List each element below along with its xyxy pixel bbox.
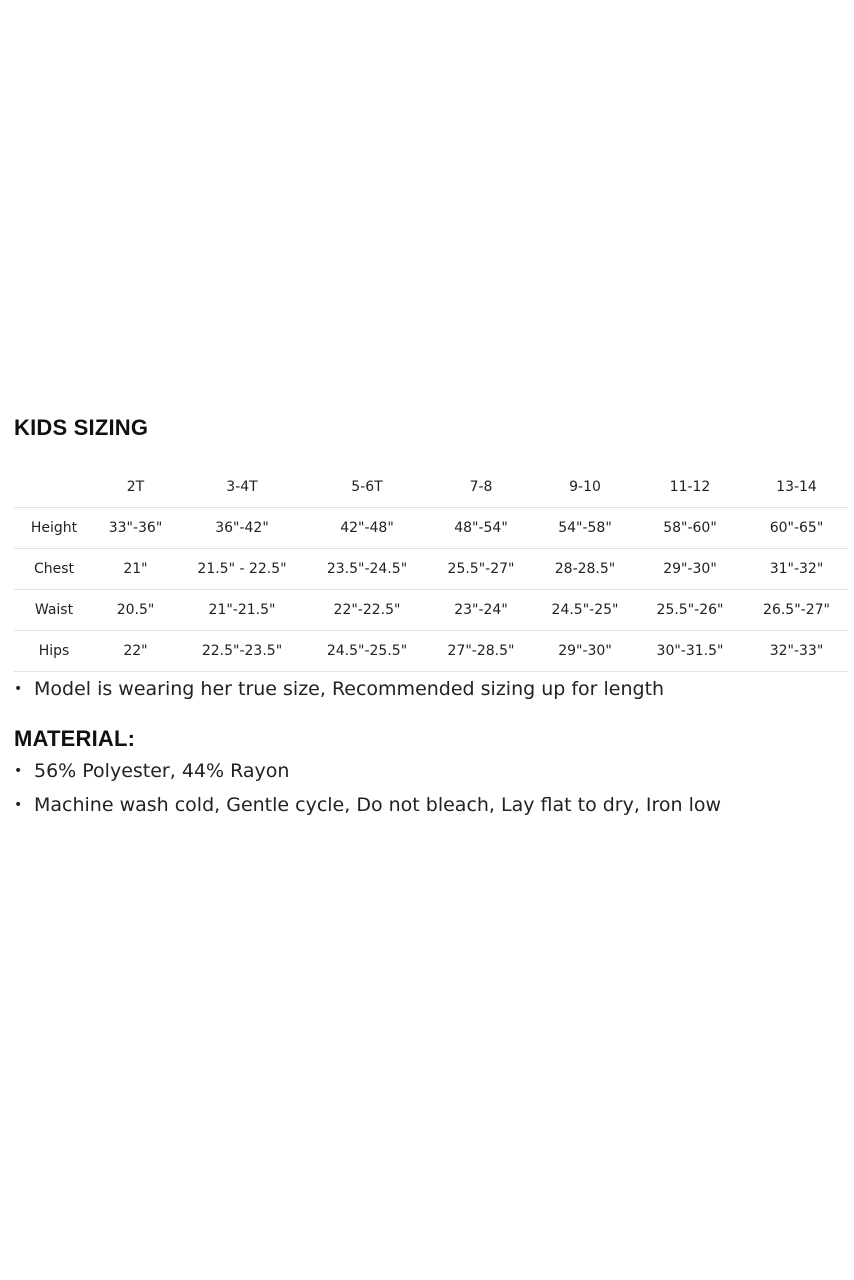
header-cell-corner (14, 467, 94, 508)
table-cell: 29"-30" (635, 549, 745, 590)
table-cell: 23.5"-24.5" (307, 549, 427, 590)
table-cell: 20.5" (94, 590, 177, 631)
fit-notes-list (14, 672, 848, 706)
table-cell: 22.5"-23.5" (177, 631, 307, 672)
row-label-height: Height (14, 508, 94, 549)
header-cell-size: 7-8 (427, 467, 535, 508)
table-cell: 21"-21.5" (177, 590, 307, 631)
table-row (14, 590, 848, 631)
table-cell: 21" (94, 549, 177, 590)
list-item (14, 754, 848, 788)
table-cell: 28-28.5" (535, 549, 635, 590)
table-cell: 22"-22.5" (307, 590, 427, 631)
table-cell: 31"-32" (745, 549, 848, 590)
table-cell: 33"-36" (94, 508, 177, 549)
row-label-chest: Chest (14, 549, 94, 590)
table-cell: 29"-30" (535, 631, 635, 672)
material-title: MATERIAL: (14, 726, 136, 751)
size-chart-table (14, 467, 848, 672)
table-cell: 24.5"-25" (535, 590, 635, 631)
table-cell: 32"-33" (745, 631, 848, 672)
table-cell: 25.5"-26" (635, 590, 745, 631)
size-header-row (14, 467, 848, 508)
table-cell: 21.5" - 22.5" (177, 549, 307, 590)
table-cell: 27"-28.5" (427, 631, 535, 672)
table-cell: 22" (94, 631, 177, 672)
table-cell: 26.5"-27" (745, 590, 848, 631)
table-row (14, 631, 848, 672)
kids-sizing-title: KIDS SIZING (14, 415, 149, 440)
bullet-icon: • (14, 763, 23, 779)
material-composition-text: 56% Polyester, 44% Rayon (34, 760, 290, 782)
material-list (14, 754, 848, 822)
care-instructions-text: Machine wash cold, Gentle cycle, Do not bleach, Lay flat to dry, Iron low (34, 794, 722, 816)
table-row (14, 508, 848, 549)
header-cell-size: 9-10 (535, 467, 635, 508)
row-label-waist: Waist (14, 590, 94, 631)
table-row (14, 549, 848, 590)
product-details (14, 413, 848, 822)
header-cell-size: 11-12 (635, 467, 745, 508)
header-cell-size: 5-6T (307, 467, 427, 508)
table-cell: 30"-31.5" (635, 631, 745, 672)
table-cell: 36"-42" (177, 508, 307, 549)
fit-note-text: Model is wearing her true size, Recommended sizing up for length (34, 678, 665, 700)
table-cell: 54"-58" (535, 508, 635, 549)
header-cell-size: 2T (94, 467, 177, 508)
table-cell: 48"-54" (427, 508, 535, 549)
table-cell: 58"-60" (635, 508, 745, 549)
table-cell: 23"-24" (427, 590, 535, 631)
table-cell: 60"-65" (745, 508, 848, 549)
list-item (14, 672, 848, 706)
table-cell: 24.5"-25.5" (307, 631, 427, 672)
header-cell-size: 3-4T (177, 467, 307, 508)
list-item (14, 788, 848, 822)
table-cell: 25.5"-27" (427, 549, 535, 590)
table-cell: 42"-48" (307, 508, 427, 549)
bullet-icon: • (14, 797, 23, 813)
header-cell-size: 13-14 (745, 467, 848, 508)
row-label-hips: Hips (14, 631, 94, 672)
bullet-icon: • (14, 681, 23, 697)
